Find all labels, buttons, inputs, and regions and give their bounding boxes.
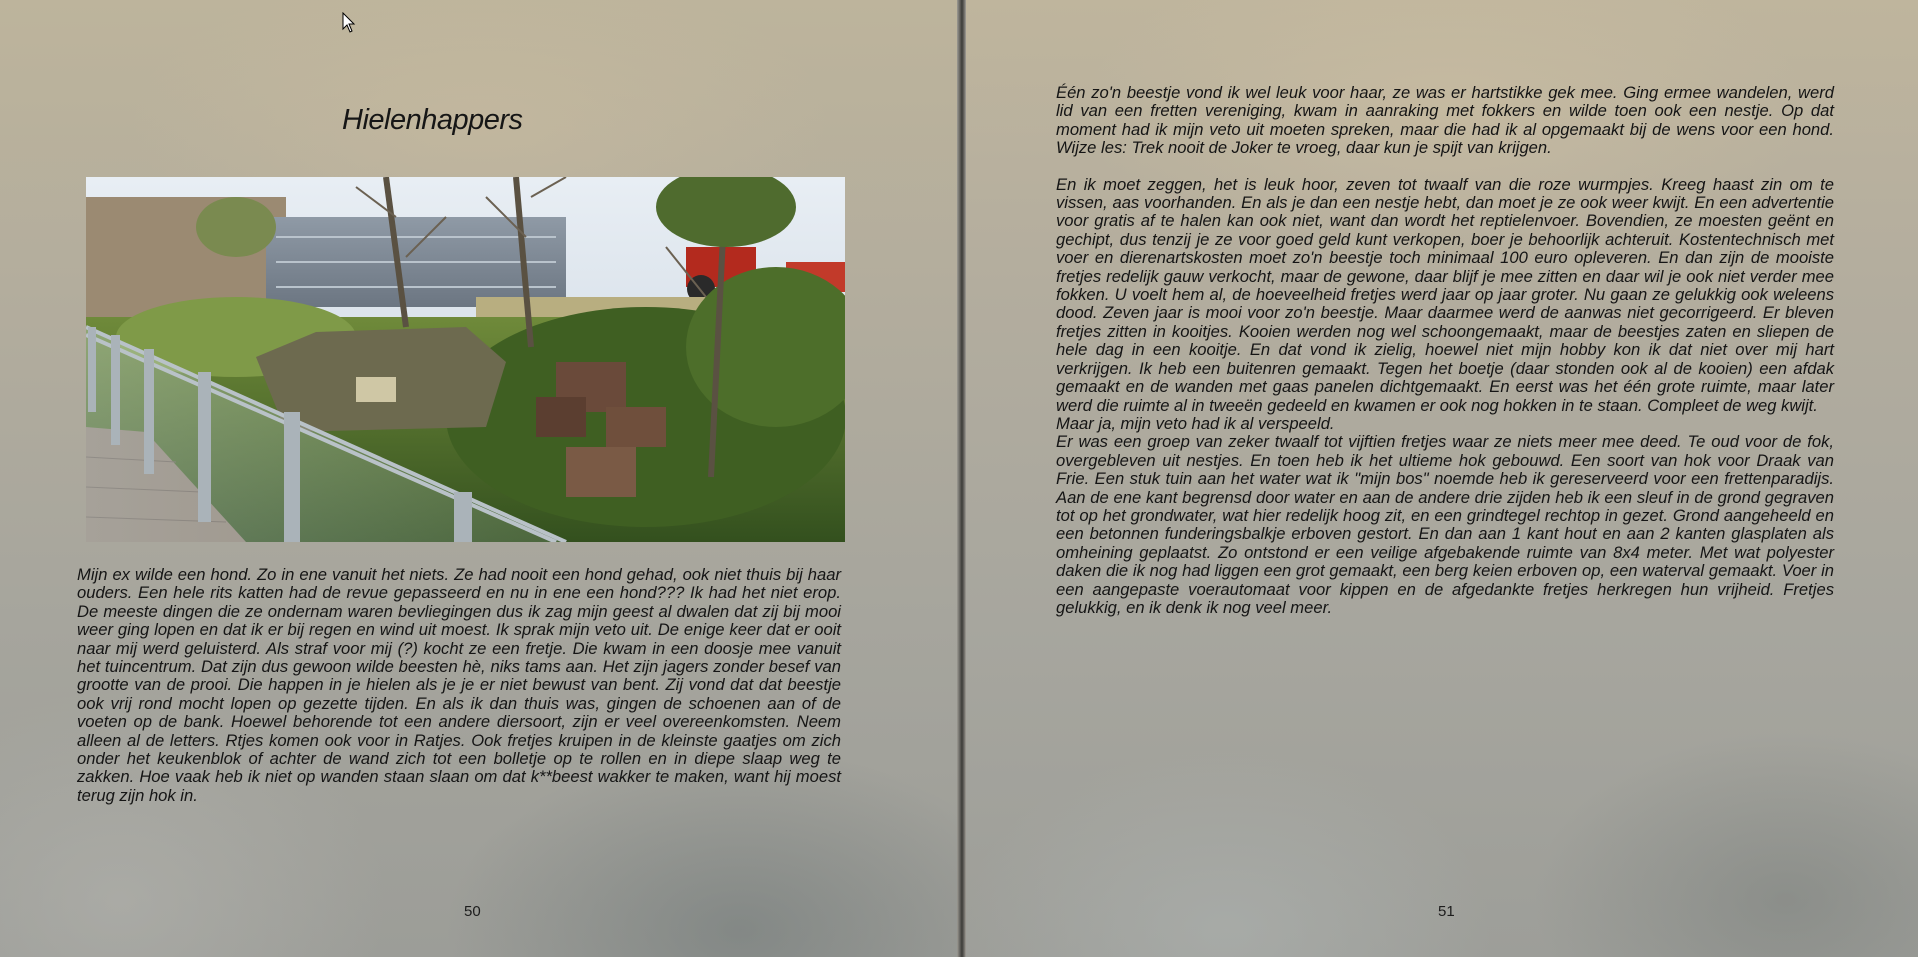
page-number-left: 50 bbox=[464, 903, 481, 920]
left-page bbox=[0, 0, 957, 957]
left-page-text bbox=[77, 566, 841, 805]
chapter-title: Hielenhappers bbox=[342, 104, 523, 136]
left-paragraph-1: Mijn ex wilde een hond. Zo in ene vanuit het niets. Ze had nooit een hond gehad, ook niet thuis bij haar ouders. Een hele rits katten had de revue gepasseerd en nu in ene een hond??? Ik had het niet erop. De meeste dingen die ze ondernam waren bevliegingen dus ik zag mijn geest al dwalen dat zij bij mooi weer ging lopen en dat ik er bij regen en wind uit moest. Ik sprak mijn veto uit. De enige keer dat er ooit naar mij werd geluisterd. Als straf voor mij (?) kocht ze een fretje. Die kwam in een doosje mee vanuit het tuincentrum. Dat zijn dus gewoon wilde beesten hè, niks tams aan. Het zijn jagers zonder besef van grootte van de prooi. Die happen in je hielen als je je er niet bewust van bent. Zij vond dat dat beestje ook vrij rond mocht lopen op gezette tijden. En als ik dan thuis was, gingen de schoenen aan of de voeten op de bank. Hoewel behorende tot een andere diersoort, zijn er veel overeenkomsten. Neem alleen al de letters. Rtjes komen ook voor in Ratjes. Ook fretjes kruipen in de kleinste gaatjes om zich onder het keukenblok of achter de wand zich tot een bolletje op te rollen en in diepe slaap weg te zakken. Hoe vaak heb ik niet op wanden staan slaan om dat k**beest wakker te maken, want hij moest terug zijn hok in. bbox=[77, 565, 841, 805]
right-paragraph-3: Maar ja, mijn veto had ik al verspeeld. bbox=[1056, 413, 1335, 433]
right-paragraph-1: Één zo'n beestje vond ik wel leuk voor haar, ze was er hartstikke gek mee. Ging ermee wandelen, werd lid van een fretten vereniging, kwam in aanraking met fokkers en wilde toen ook een nestje. Op dat moment had ik mijn veto uit moeten spreken, maar die had ik al opgemaakt bij de wens voor een hond. Wijze les: Trek nooit de Joker te vroeg, daar kun je spijt van krijgen. bbox=[1056, 83, 1834, 158]
right-paragraph-4: Er was een groep van zeker twaalf tot vijftien fretjes waar ze niets meer mee deed. Te oud voor de fok, overgebleven uit nestjes. En toen heb ik het ultieme hok gebouwd. Een soort van hok voor Draak van Frie. Een stuk tuin aan het water wat ik "mijn bos" noemde heb ik gereserveerd voor een frettenparadijs. Aan de ene kant begrensd door water en aan de andere drie zijden heb ik een sleuf in de grond gegraven tot op het grondwater, wat hier redelijk hoog zit, en een grindtegel rechtop in gezet. Grond aangeheeld en een betonnen funderingsbalkje erboven gestort. En dan aan 1 kant hout en aan 2 kanten glasplaten als omheining geplaatst. Zo ontstond er een veilige afgebakende ruimte van 8x4 meter. Met wat polyester daken die ik nog had liggen een grot gemaakt, een berg keien erboven op, een waterval gemaakt. Voer in een aangepaste voerautomaat voor kippen en de afgedankte fretjes herkregen hun vrijheid. Fretjes gelukkig, en ik denk ik nog veel meer. bbox=[1056, 432, 1834, 617]
mouse-cursor-icon bbox=[342, 12, 356, 34]
garden-photo bbox=[86, 177, 845, 542]
right-page bbox=[966, 0, 1918, 957]
page-number-right: 51 bbox=[1438, 903, 1455, 920]
right-page-text bbox=[1056, 84, 1834, 617]
book-spine bbox=[957, 0, 966, 957]
right-paragraph-2: En ik moet zeggen, het is leuk hoor, zeven tot twaalf van die roze wurmpjes. Kreeg haast zin om te vissen, aas voorhanden. En als je dan een nestje hebt, dan moet je ze ook weer kwijt. En een advertentie voor gratis af te halen kan ook niet, want dan wordt het reptielenvoer. Bovendien, ze moesten geënt en gechipt, dus tenzij je ze voor goed geld kunt verkopen, boer je behoorlijk achteruit. Kostentechnisch met voer en dierenartskosten moet zo'n beestje toch minimaal 100 euro opleveren. En dan zijn de mooiste fretjes redelijk gauw verkocht, maar de gewone, daar blijf je mee zitten en daar wil je ook niet verder mee fokken. U voelt hem al, de hoeveelheid fretjes werd jaar op jaar groter. Nu gaan ze gelukkig ook weleens dood. Zeven jaar is mooi voor zo'n beestje. Maar daarmee werd de aanwas niet gecorrigeerd. Er bleven fretjes zitten in kooitjes. Kooien werden nog wel schoongemaakt, maar de beestjes zaten en sliepen de hele dag in een kooitje. En dat vond ik zielig, hoewel niet mijn hobby kon ik dat niet over mij hart verkrijgen. Ik heb een buitenren gemaakt. Tegen het boetje (daar stonden ook al de kooien) een afdak gemaakt en de wanden met gaas panelen dichtgemaakt. En eerst was het één grote ruimte, maar later werd die ruimte al in tweeën gedeeld en kwamen er ook nog hokken in te staan. Compleet de weg kwijt. bbox=[1056, 174, 1834, 415]
